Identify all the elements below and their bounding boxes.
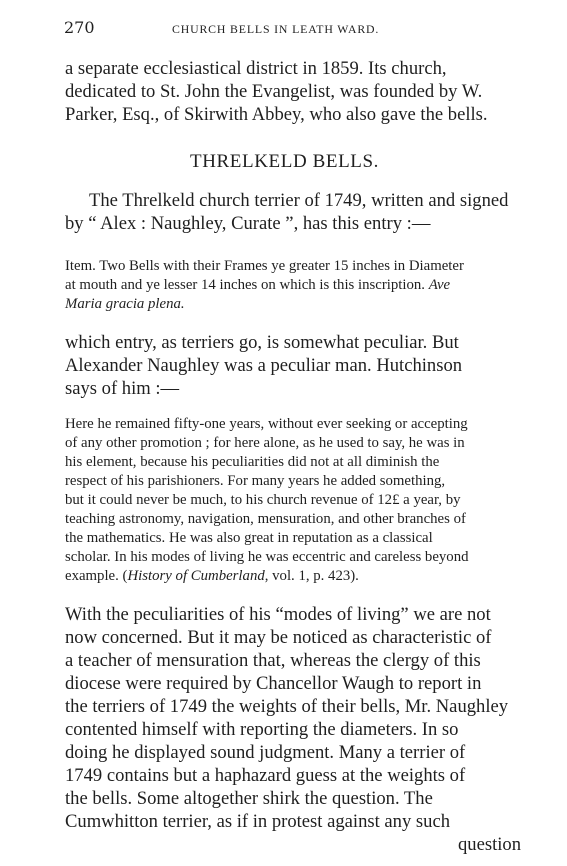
quote-line: Here he remained fifty-one years, without ever seeking or accepting <box>65 416 468 432</box>
text-line: dedicated to St. John the Evangelist, was founded by W. <box>65 81 483 102</box>
citation-title: History of Cumberland <box>127 568 265 584</box>
catchword: question <box>458 834 522 855</box>
page-header <box>64 18 526 40</box>
section-title: THRELKELD BELLS. <box>190 151 380 172</box>
running-head: CHURCH BELLS IN LEATH WARD. <box>172 22 380 36</box>
text-line: says of him :— <box>65 378 180 399</box>
text-line: With the peculiarities of his “modes of living” we are not <box>65 604 491 625</box>
quote-line: Item. Two Bells with their Frames ye greater 15 inches in Diameter <box>65 258 464 274</box>
text-line: a teacher of mensuration that, whereas the clergy of this <box>65 650 481 671</box>
quote-line: of any other promotion ; for here alone, as he used to say, he was in <box>65 435 465 451</box>
text-line: Alexander Naughley was a peculiar man. Hutchinson <box>65 355 463 376</box>
quote-line: teaching astronomy, navigation, mensuration, and other branches of <box>65 511 466 527</box>
quote-line: but it could never be much, to his church revenue of 12£ a year, by <box>65 492 461 508</box>
text-line: the bells. Some altogether shirk the question. The <box>65 788 433 809</box>
text-line: Cumwhitton terrier, as if in protest against any such <box>65 811 450 832</box>
text-line: 1749 contains but a haphazard guess at the weights of <box>65 765 466 786</box>
quote-line: respect of his parishioners. For many years he added something, <box>65 473 446 489</box>
text-line: the terriers of 1749 the weights of their bells, Mr. Naughley <box>65 696 509 717</box>
text-line: doing he displayed sound judgment. Many a terrier of <box>65 742 466 763</box>
quote-italic-span: Ave <box>428 277 451 293</box>
quote-text-span: , vol. 1, p. 423). <box>264 568 359 584</box>
text-line: by “ Alex : Naughley, Curate ”, has this entry :— <box>65 213 431 234</box>
quote-line: Maria gracia plena. <box>65 296 185 312</box>
text-line: The Threlkeld church terrier of 1749, written and signed <box>89 190 509 211</box>
quote-line: scholar. In his modes of living he was eccentric and careless beyond <box>65 549 469 565</box>
quote-line <box>65 567 359 586</box>
text-line: Parker, Esq., of Skirwith Abbey, who also gave the bells. <box>65 104 488 125</box>
quote-line: the mathematics. He was also great in reputation as a classical <box>65 530 433 546</box>
quote-line: his element, because his peculiarities did not at all diminish the <box>65 454 440 470</box>
text-line: which entry, as terriers go, is somewhat peculiar. But <box>65 332 459 353</box>
text-line: a separate ecclesiastical district in 1859. Its church, <box>65 58 447 79</box>
quote-text-span: at mouth and ye lesser 14 inches on which is this inscription. <box>65 277 426 293</box>
text-line: now concerned. But it may be noticed as characteristic of <box>65 627 492 648</box>
text-line: contented himself with reporting the diameters. In so <box>65 719 459 740</box>
quote-text-span: example. ( <box>65 568 128 584</box>
quote-line <box>65 276 450 295</box>
text-line: diocese were required by Chancellor Waugh to report in <box>65 673 482 694</box>
page-number: 270 <box>64 18 95 37</box>
